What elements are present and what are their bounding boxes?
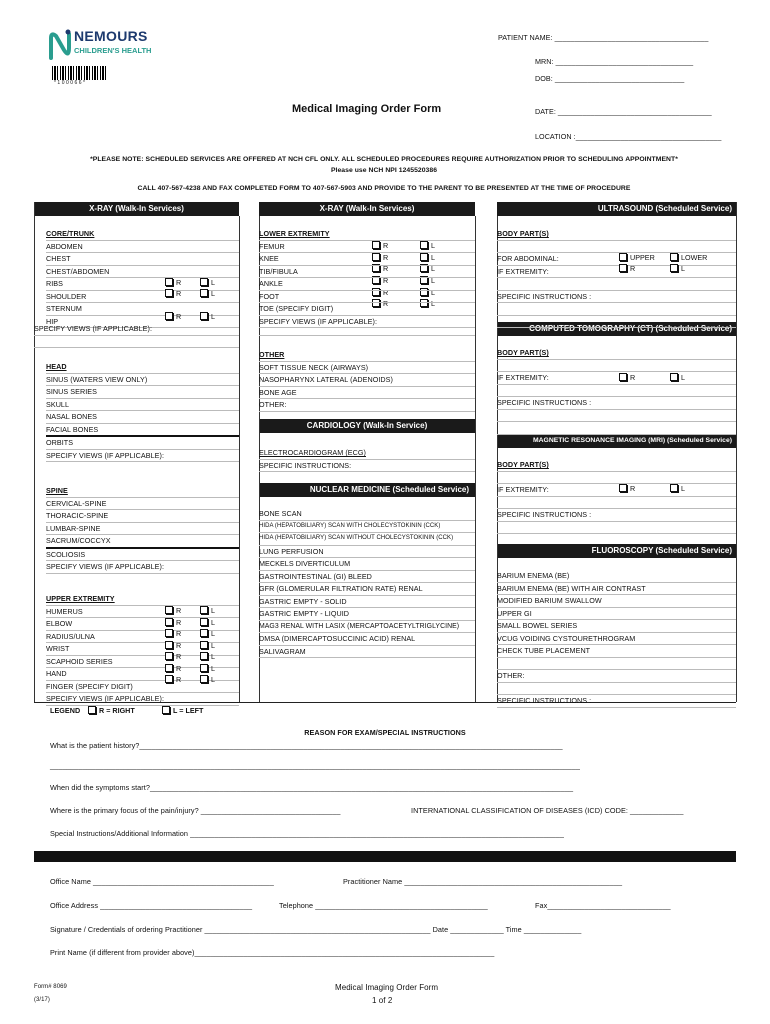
- checkbox-icon: [165, 312, 173, 320]
- list-item[interactable]: GFR (GLOMERULAR FILTRATION RATE) RENAL: [259, 583, 475, 596]
- left-checkbox[interactable]: L: [200, 617, 215, 629]
- right-checkbox[interactable]: R: [165, 663, 181, 675]
- mri-body-parts[interactable]: BODY PART(S): [497, 459, 736, 472]
- right-checkbox[interactable]: R: [372, 287, 388, 299]
- mri-extremity[interactable]: IF EXTREMITY:: [497, 484, 736, 497]
- fluoro-instructions[interactable]: SPECIFIC INSTRUCTIONS :: [497, 695, 736, 708]
- checkbox-icon: [619, 373, 627, 381]
- ct-l-checkbox[interactable]: L: [670, 372, 685, 384]
- right-checkbox[interactable]: R: [165, 311, 181, 323]
- checkbox-icon: [670, 484, 678, 492]
- list-item[interactable]: HIP: [46, 316, 239, 329]
- list-item[interactable]: SHOULDER: [46, 291, 239, 304]
- list-item[interactable]: MODIFIED BARIUM SWALLOW: [497, 595, 736, 608]
- patient-history-field[interactable]: What is the patient history?_______________________________________________________________________________________________________: [50, 741, 563, 750]
- checkbox-icon: [88, 706, 96, 714]
- telephone-field[interactable]: Telephone __________________________________________: [279, 901, 488, 910]
- other-group: [259, 349, 475, 412]
- ct-body-parts[interactable]: BODY PART(S): [497, 347, 736, 360]
- xray-bar-2: X-RAY (Walk-In Services): [259, 202, 475, 216]
- nuclear-group: [259, 508, 475, 658]
- list-item[interactable]: CERVICAL-SPINE: [46, 498, 239, 511]
- footer-page-title: Medical Imaging Order Form: [335, 983, 439, 992]
- list-item[interactable]: GASTRIC EMPTY - LIQUID: [259, 608, 475, 621]
- checkbox-icon: [165, 641, 173, 649]
- practitioner-name-field[interactable]: Practitioner Name _____________________________________________________: [343, 877, 623, 886]
- us-instructions[interactable]: SPECIFIC INSTRUCTIONS :: [497, 291, 736, 304]
- ct-group: [497, 347, 736, 435]
- list-item[interactable]: WRIST: [46, 643, 239, 656]
- us-l-checkbox[interactable]: L: [670, 263, 685, 275]
- us-upper-checkbox[interactable]: UPPER: [619, 252, 655, 264]
- ultrasound-bar: ULTRASOUND (Scheduled Service): [497, 202, 736, 216]
- us-body-parts[interactable]: BODY PART(S): [497, 228, 736, 241]
- list-item[interactable]: LUMBAR-SPINE: [46, 523, 239, 536]
- checkbox-icon: [200, 278, 208, 286]
- spine-group: [46, 485, 239, 574]
- fluoroscopy-bar: FLUOROSCOPY (Scheduled Service): [497, 544, 736, 558]
- checkbox-icon: [200, 289, 208, 297]
- list-item[interactable]: BARIUM ENEMA (BE): [497, 570, 736, 583]
- nemours-logo-icon: [48, 28, 72, 62]
- checkbox-icon: [200, 664, 208, 672]
- xray-column-2: [259, 228, 475, 328]
- list-item[interactable]: HUMERUS: [46, 606, 239, 619]
- list-item[interactable]: UPPER GI: [497, 608, 736, 621]
- list-item[interactable]: SALIVAGRAM: [259, 646, 475, 659]
- specify-views-2[interactable]: SPECIFY VIEWS (IF APPLICABLE):: [46, 450, 239, 463]
- list-item[interactable]: SKULL: [46, 399, 239, 412]
- head-group: [46, 361, 239, 462]
- specify-views-4[interactable]: SPECIFY VIEWS (IF APPLICABLE):: [46, 693, 239, 706]
- page-number: 1 of 2: [372, 996, 393, 1005]
- right-checkbox[interactable]: R: [165, 640, 181, 652]
- list-item[interactable]: SCOLIOSIS: [46, 549, 239, 562]
- reason-title: REASON FOR EXAM/SPECIAL INSTRUCTIONS: [304, 728, 466, 737]
- checkbox-icon: [200, 606, 208, 614]
- checkbox-icon: [165, 289, 173, 297]
- other-heading: OTHER: [259, 349, 475, 362]
- list-item[interactable]: HIDA (HEPATOBILIARY) SCAN WITH CHOLECYSTOKININ (CCK): [259, 521, 475, 534]
- checkbox-icon: [670, 373, 678, 381]
- left-checkbox[interactable]: L: [200, 651, 215, 663]
- us-abdominal[interactable]: FOR ABDOMINAL:: [497, 253, 736, 266]
- list-item[interactable]: SOFT TISSUE NECK (AIRWAYS): [259, 362, 475, 375]
- right-checkbox[interactable]: R: [165, 617, 181, 629]
- list-item[interactable]: FINGER (SPECIFY DIGIT): [46, 681, 239, 694]
- core-trunk-heading: CORE/TRUNK: [46, 228, 239, 241]
- cardiology-bar: CARDIOLOGY (Walk-In Service): [259, 419, 475, 433]
- list-item[interactable]: SINUS SERIES: [46, 386, 239, 399]
- list-item[interactable]: ABDOMEN: [46, 241, 239, 254]
- list-item[interactable]: SMALL BOWEL SERIES: [497, 620, 736, 633]
- left-checkbox[interactable]: L: [200, 288, 215, 300]
- left-checkbox[interactable]: L: [200, 628, 215, 640]
- right-checkbox[interactable]: R: [372, 298, 388, 310]
- checkbox-icon: [200, 675, 208, 683]
- lower-extremity-heading: LOWER EXTREMITY: [259, 228, 475, 241]
- list-item[interactable]: VCUG VOIDING CYSTOURETHROGRAM: [497, 633, 736, 646]
- form-title: Medical Imaging Order Form: [292, 103, 442, 115]
- mri-r-checkbox[interactable]: R: [619, 483, 635, 495]
- legend-label: LEGEND: [50, 706, 81, 715]
- checkbox-icon: [165, 675, 173, 683]
- right-checkbox[interactable]: R: [165, 628, 181, 640]
- list-item[interactable]: ORBITS: [46, 437, 239, 450]
- checkbox-icon: [670, 253, 678, 261]
- list-item[interactable]: THORACIC-SPINE: [46, 510, 239, 523]
- right-checkbox[interactable]: R: [165, 674, 181, 686]
- left-checkbox[interactable]: L: [200, 663, 215, 675]
- checkbox-icon: [165, 629, 173, 637]
- left-checkbox[interactable]: L: [200, 640, 215, 652]
- list-item[interactable]: TOE (SPECIFY DIGIT): [259, 303, 475, 316]
- xray-bar-1: X-RAY (Walk-In Services): [34, 202, 239, 216]
- list-item[interactable]: BARIUM ENEMA (BE) WITH AIR CONTRAST: [497, 583, 736, 596]
- checkbox-icon: [200, 652, 208, 660]
- patient-name-field[interactable]: PATIENT NAME: ______________________________________: [498, 33, 709, 42]
- list-item[interactable]: HIDA (HEPATOBILIARY) SCAN WITHOUT CHOLECYSTOKININ (CCK): [259, 533, 475, 546]
- barcode-number: * 1 0 0 0 6 6 *: [54, 80, 86, 86]
- checkbox-icon: [165, 278, 173, 286]
- head-heading: HEAD: [46, 361, 239, 374]
- legend-r: R = RIGHT: [88, 705, 135, 717]
- list-item[interactable]: GASTROINTESTINAL (GI) BLEED: [259, 571, 475, 584]
- ct-instructions[interactable]: SPECIFIC INSTRUCTIONS :: [497, 397, 736, 410]
- ultrasound-group: [497, 228, 736, 328]
- fax-field[interactable]: Fax______________________________: [535, 901, 671, 910]
- list-item[interactable]: ANKLE: [259, 278, 475, 291]
- notice-line-3: CALL 407-567-4238 AND FAX COMPLETED FORM TO 407-567-5903 AND PROVIDE TO THE PARENT TO BE PRESENTED AT THE TIME OF PROCEDURE: [137, 185, 631, 192]
- list-item[interactable]: HAND: [46, 668, 239, 681]
- left-checkbox[interactable]: L: [420, 263, 435, 275]
- list-item[interactable]: SACRUM/COCCYX: [46, 535, 239, 549]
- logo: [48, 26, 158, 70]
- divider-bar: [34, 851, 736, 862]
- legend-l: L = LEFT: [162, 705, 203, 717]
- office-address-field[interactable]: Office Address _____________________________________: [50, 901, 253, 910]
- list-item[interactable]: CHEST: [46, 253, 239, 266]
- signature-field[interactable]: Signature / Credentials of ordering Practitioner _______________________________________________________ Date _____________ Time ______________: [50, 925, 582, 934]
- list-item[interactable]: KNEE: [259, 253, 475, 266]
- upper-extremity-heading: UPPER EXTREMITY: [46, 593, 239, 606]
- checkbox-icon: [200, 629, 208, 637]
- icd-code-field[interactable]: INTERNATIONAL CLASSIFICATION OF DISEASES (ICD) CODE: _____________: [411, 806, 684, 815]
- location-field[interactable]: LOCATION :____________________________________: [535, 132, 722, 141]
- list-item[interactable]: CHECK TUBE PLACEMENT: [497, 645, 736, 658]
- list-item[interactable]: CHEST/ABDOMEN: [46, 266, 239, 279]
- ct-extremity[interactable]: IF EXTREMITY:: [497, 372, 736, 385]
- list-item[interactable]: SINUS (WATERS VIEW ONLY): [46, 374, 239, 387]
- list-item[interactable]: LUNG PERFUSION: [259, 546, 475, 559]
- right-checkbox[interactable]: R: [372, 240, 388, 252]
- list-item[interactable]: FOOT: [259, 291, 475, 304]
- list-item[interactable]: BONE SCAN: [259, 508, 475, 521]
- symptom-start-field[interactable]: When did the symptoms start?_______________________________________________________________________________________________________: [50, 783, 574, 792]
- dob-field[interactable]: DOB: ________________________________: [535, 74, 685, 83]
- left-checkbox[interactable]: L: [420, 298, 435, 310]
- notice-line-2: Please use NCH NPI 1245520386: [330, 167, 438, 174]
- print-name-field[interactable]: Print Name (if different from provider above)_________________________________________________________________________: [50, 948, 495, 957]
- list-item[interactable]: RADIUS/ULNA: [46, 631, 239, 644]
- list-item[interactable]: ELBOW: [46, 618, 239, 631]
- list-item[interactable]: SCAPHOID SERIES: [46, 656, 239, 669]
- checkbox-icon: [200, 312, 208, 320]
- list-item[interactable]: MECKELS DIVERTICULUM: [259, 558, 475, 571]
- checkbox-icon: [619, 264, 627, 272]
- us-lower-checkbox[interactable]: LOWER: [670, 252, 707, 264]
- spine-heading: SPINE: [46, 485, 239, 498]
- list-item[interactable]: BONE AGE: [259, 387, 475, 400]
- pain-focus-field[interactable]: Where is the primary focus of the pain/injury? __________________________________: [50, 806, 341, 815]
- special-instructions-field[interactable]: Special Instructions/Additional Information ___________________________________________________________________________________________: [50, 829, 564, 838]
- left-checkbox[interactable]: L: [420, 287, 435, 299]
- fluoroscopy-group: [497, 570, 736, 708]
- cardiology-group: [259, 447, 475, 472]
- checkbox-icon: [165, 618, 173, 626]
- checkbox-icon: [619, 253, 627, 261]
- right-checkbox[interactable]: R: [372, 263, 388, 275]
- specify-views-1[interactable]: SPECIFY VIEWS (IF APPLICABLE):: [34, 324, 152, 333]
- list-item[interactable]: DMSA (DIMERCAPTOSUCCINIC ACID) RENAL: [259, 633, 475, 646]
- form-revision: (3/17): [34, 997, 50, 1003]
- left-checkbox[interactable]: L: [420, 240, 435, 252]
- list-item[interactable]: NASAL BONES: [46, 411, 239, 424]
- office-name-field[interactable]: Office Name ____________________________________________: [50, 877, 274, 886]
- form-number: Form# 8069: [34, 984, 67, 990]
- checkbox-icon: [165, 652, 173, 660]
- us-extremity[interactable]: IF EXTREMITY:: [497, 266, 736, 279]
- checkbox-icon: [165, 606, 173, 614]
- mri-l-checkbox[interactable]: L: [670, 483, 685, 495]
- mri-bar: MAGNETIC RESONANCE IMAGING (MRI) (Scheduled Service): [497, 434, 736, 448]
- ecg-item[interactable]: ELECTROCARDIOGRAM (ECG): [259, 447, 475, 460]
- right-checkbox[interactable]: R: [165, 288, 181, 300]
- date-field[interactable]: DATE: ______________________________________: [535, 107, 712, 116]
- left-checkbox[interactable]: L: [200, 605, 215, 617]
- right-checkbox[interactable]: R: [165, 605, 181, 617]
- list-item[interactable]: TIB/FIBULA: [259, 266, 475, 279]
- list-item[interactable]: RIBS: [46, 278, 239, 291]
- patient-history-field-2[interactable]: _________________________________________________________________________________________________________________________________: [50, 761, 580, 770]
- list-item[interactable]: STERNUM: [46, 303, 239, 316]
- us-r-checkbox[interactable]: R: [619, 263, 635, 275]
- checkbox-icon: [619, 484, 627, 492]
- checkbox-icon: [162, 706, 170, 714]
- ct-bar: COMPUTED TOMOGRAPHY (CT) (Scheduled Service): [497, 322, 736, 336]
- left-checkbox[interactable]: L: [200, 674, 215, 686]
- specify-views-le[interactable]: SPECIFY VIEWS (IF APPLICABLE):: [259, 316, 475, 329]
- list-item[interactable]: GASTRIC EMPTY - SOLID: [259, 596, 475, 609]
- logo-sub: CHILDREN'S HEALTH: [74, 46, 152, 55]
- left-checkbox[interactable]: L: [420, 275, 435, 287]
- checkbox-icon: [670, 264, 678, 272]
- checkbox-icon: [165, 664, 173, 672]
- right-checkbox[interactable]: R: [372, 275, 388, 287]
- logo-brand: NEMOURS: [74, 28, 148, 44]
- list-item[interactable]: FACIAL BONES: [46, 424, 239, 438]
- mrn-field[interactable]: MRN: __________________________________: [535, 57, 694, 66]
- ecg-instructions[interactable]: SPECIFIC INSTRUCTIONS:: [259, 460, 475, 473]
- list-item[interactable]: MAG3 RENAL WITH LASIX (MERCAPTOACETYLTRIGLYCINE): [259, 621, 475, 634]
- right-checkbox[interactable]: R: [372, 252, 388, 264]
- left-checkbox[interactable]: L: [420, 252, 435, 264]
- specify-views-3[interactable]: SPECIFY VIEWS (IF APPLICABLE):: [46, 561, 239, 574]
- ct-r-checkbox[interactable]: R: [619, 372, 635, 384]
- checkbox-icon: [200, 618, 208, 626]
- right-checkbox[interactable]: R: [165, 277, 181, 289]
- list-item[interactable]: NASOPHARYNX LATERAL (ADENOIDS): [259, 374, 475, 387]
- left-checkbox[interactable]: L: [200, 277, 215, 289]
- checkbox-icon: [200, 641, 208, 649]
- list-item[interactable]: FEMUR: [259, 241, 475, 254]
- fluoro-other[interactable]: OTHER:: [497, 670, 736, 683]
- left-checkbox[interactable]: L: [200, 311, 215, 323]
- nuclear-bar: NUCLEAR MEDICINE (Scheduled Service): [259, 483, 475, 497]
- notice-line-1: *PLEASE NOTE: SCHEDULED SERVICES ARE OFFERED AT NCH CFL ONLY. ALL SCHEDULED PROCEDURES REQUIRE AUTHORIZATION PRIOR TO SCHEDULING APPOINTMENT*: [90, 156, 678, 163]
- mri-instructions[interactable]: SPECIFIC INSTRUCTIONS :: [497, 509, 736, 522]
- mri-group: [497, 459, 736, 534]
- right-checkbox[interactable]: R: [165, 651, 181, 663]
- list-item[interactable]: OTHER:: [259, 399, 475, 412]
